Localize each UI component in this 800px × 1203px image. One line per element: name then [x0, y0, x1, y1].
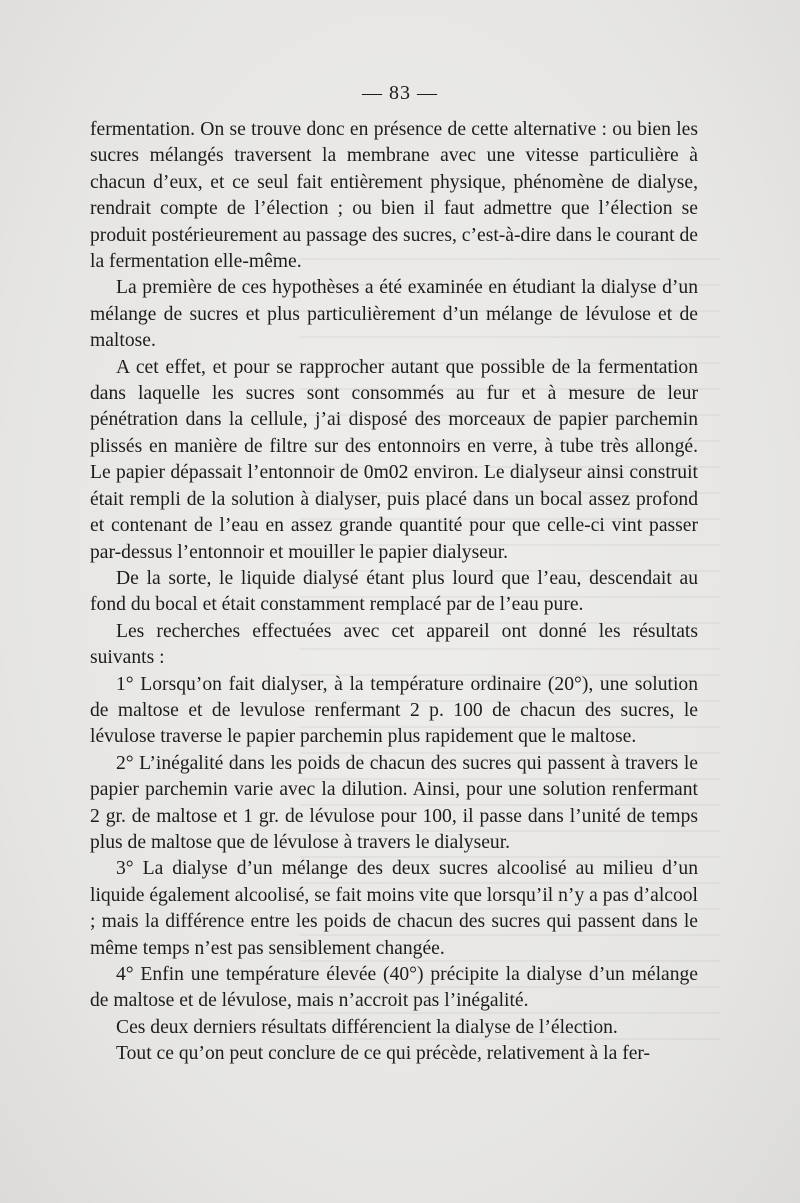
paragraph: Ces deux derniers résultats différencient la dialyse de l’élection.: [116, 1016, 618, 1038]
paragraph: fermentation. On se trouve donc en présence de cette alternative : ou bien les sucres mélangés traversent la membrane avec une vitesse particulière à chacun d’eux, et ce seul fait entièrement physique, phénomène de dialyse, rendrait compte de l’élection ; ou bien il faut admettre que l’élection se produit postérieurement au passage des sucres, c’est-à-dire dans le courant de la fermentation elle-même.: [90, 119, 698, 273]
paragraph: A cet effet, et pour se rapprocher autant que possible de la fermentation dans laquelle les sucres sont consommés au fur et à mesure de leur pénétration dans la cellule, j’ai disposé des morceaux de papier parchemin plissés en manière de filtre sur des entonnoirs en verre, à tube très allongé. Le papier dépassait l’entonnoir de 0m02 environ. Le dialyseur ainsi construit était rempli de la solution à dialyser, puis placé dans un bocal assez profond et contenant de l’eau en assez grande quantité pour que celle-ci vint passer par-dessus l’entonnoir et mouiller le papier dialyseur.: [90, 356, 698, 563]
paragraph: 3° La dialyse d’un mélange des deux sucres alcoolisé au milieu d’un liquide également alcoolisé, se fait moins vite que lorsqu’il n’y a pas d’alcool ; mais la différence entre les poids de chacun des sucres qui passent dans le même temps n’est pas sensiblement changée.: [90, 858, 698, 959]
paragraph: Les recherches effectuées avec cet appareil ont donné les résultats suivants :: [90, 620, 698, 669]
paragraph: La première de ces hypothèses a été examinée en étudiant la dialyse d’un mélange de sucres et plus particulièrement d’un mélange de lévulose et de maltose.: [90, 277, 698, 352]
body-text: [90, 117, 698, 1068]
paragraph: 1° Lorsqu’on fait dialyser, à la température ordinaire (20°), une solution de maltose et de levulose renfermant 2 p. 100 de chacun des sucres, le lévulose traverse le papier parchemin plus rapidement que le maltose.: [90, 673, 698, 748]
page-number: — 83 —: [362, 82, 438, 104]
paragraph: Tout ce qu’on peut conclure de ce qui précède, relativement à la fer-: [116, 1043, 651, 1065]
paragraph: De la sorte, le liquide dialysé étant plus lourd que l’eau, descendait au fond du bocal et était constamment remplacé par de l’eau pure.: [90, 567, 698, 616]
paragraph: 2° L’inégalité dans les poids de chacun des sucres qui passent à travers le papier parchemin varie avec la dilution. Ainsi, pour une solution renfermant 2 gr. de maltose et 1 gr. de lévulose pour 100, il passe dans l’unité de temps plus de maltose que de lévulose à travers le dialyseur.: [90, 752, 698, 853]
paragraph: 4° Enfin une température élevée (40°) précipite la dialyse d’un mélange de maltose et de lévulose, mais n’accroit pas l’inégalité.: [90, 964, 698, 1012]
